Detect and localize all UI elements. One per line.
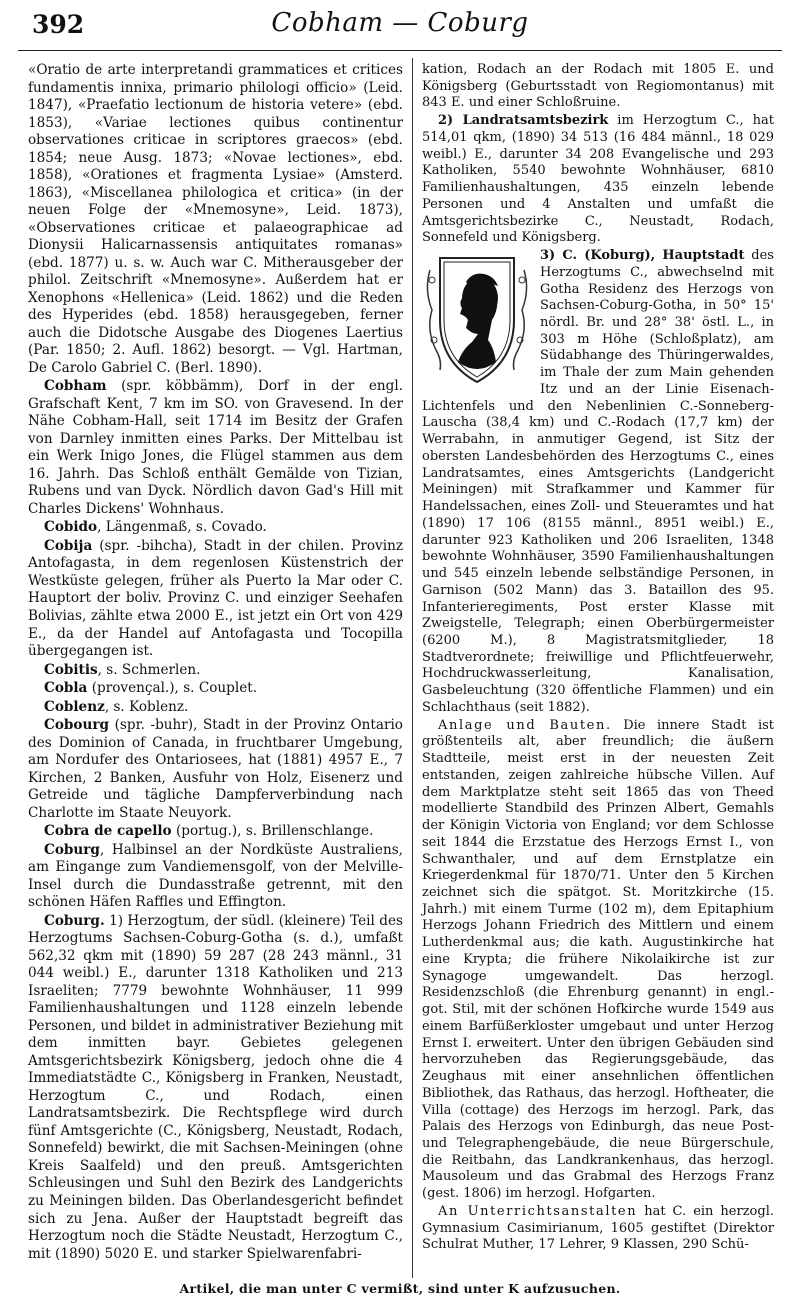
entry-cobitis: Cobitis, s. Schmerlen. [44, 661, 201, 678]
entry-cobido: Cobido, Längenmaß, s. Covado. [44, 519, 267, 536]
entry-coblenz: Coblenz, s. Koblenz. [44, 698, 189, 715]
page-footer: Artikel, die man unter C vermißt, sind unter K aufzusuchen. [179, 1281, 621, 1296]
column-divider [412, 58, 413, 1278]
right-column [422, 62, 774, 1255]
entry-landratsamtsbezirk: 2) Landratsamtsbezirk im Herzogtum C., hat 514,01 qkm, (1890) 34 513 (16 484 männl., 18 029 weibl.) E., darunter 34 208 Evangelische und 293 Katholiken, 5540 bewohnte Wohnhäuser, 6810 Familienhaushaltungen, 435 einzeln lebende Personen und 4 Anstalten und umfaßt die Amtsgerichtsbezirke C., Neustadt, Rodach, Sonnefeld und Königsberg. [422, 113, 775, 246]
entry-cobham: Cobham (spr. köbbämm), Dorf in der engl. Grafschaft Kent, 7 km im SO. von Gravesend. In der Nähe Cobham-Hall, seit 1714 im Besitz der Grafen von Darnley inmitten eines Parks. Der Mittelbau ist ein Werk Inigo Jones, die Flügel stammen aus dem 16. Jahrh. Das Schloß enthält Gemälde von Tizian, Rubens und van Dyck. Nördlich davon Gad's Hill mit Charles Dickens' Wohnhaus. [28, 378, 403, 517]
entry-coburg-city: 3) C. (Koburg), Hauptstadt des Herzogtums C., abwechselnd mit Gotha Residenz des Herzogs von Sachsen-Coburg-Gotha, in 50° 15' nördl. Br. und 28° 38' östl. L., in 303 m Höhe (Schloßplatz), am Südabhange des Thüringerwaldes, im Thale der zum Main gehenden Itz und an der Linie Eisenach-Lichtenfels und den Nebenlinien C.-Sonneberg-Lauscha (38,4 km) und C.-Rodach (17,7 km) der Werrabahn, in anmutiger Gegend, ist Sitz der obersten Landesbehörden des Herzogtums C., eines Landratsamtes, eines Amtsgerichts (Landgericht Meiningen) mit Strafkammer und Kammer für Handelssachen, eines Zoll- und Steueramtes und hat (1890) 17 106 (8155 männl., 8951 weibl.) E., darunter 923 Katholiken und 206 Israeliten, 1348 bewohnte Wohnhäuser, 3590 Familienhaushaltungen und 545 einzeln lebende selbständige Personen, in Garnison (502 Mann) das 3. Bataillon des 95. Infanterieregiments, Post erster Klasse mit Zweigstelle, Telegraph; einen Oberbürgermeister (6200 M.), 8 Magistratsmitglieder, 18 Stadtverordnete; freiwillige und Pflichtfeuerwehr, Hochdruckwasserleitung, Kanalisation, Gasbeleuchtung (320 öffentliche Flammen) und ein Schlachthaus (seit 1882). [422, 248, 774, 715]
entry-continuation: kation, Rodach an der Rodach mit 1805 E. und Königsberg (Geburtsstadt von Regiomontanus) mit 843 E. und einer Schloßruine. [422, 62, 774, 111]
entry-cobra-de-capello: Cobra de capello (portug.), s. Brillenschlange. [44, 823, 374, 840]
running-title: Cobham — Coburg [271, 8, 529, 38]
entry-cobija: Cobija (spr. -bihcha), Stadt in der chilen. Provinz Antofagasta, in dem regenlosen Küstenstrich der Westküste gelegen, früher als Puerto la Mar oder C. Hauptort der boliv. Provinz C. und einziger Seehafen Bolivias, zählte etwa 2000 E., ist jetzt ein Ort von 429 E., da der Handel auf Antofagasta und Tocopilla übergegangen ist. [28, 537, 403, 660]
page-number: 392 [32, 10, 85, 39]
entry-cobourg: Cobourg (spr. -buhr), Stadt in der Provinz Ontario des Dominion of Canada, in fruchtbarer Umgebung, am Nordufer des Ontariosees, hat (1881) 4957 E., 7 Kirchen, 2 Banken, Ausfuhr von Holz, Eisenerz und Getreide und tägliche Dampferverbindung nach Charlotte im Staate Neuyork. [28, 717, 403, 821]
entry-cobla: Cobla (provençal.), s. Couplet. [44, 680, 258, 697]
page-header [22, 6, 778, 52]
entry-anlage-und-bauten: Anlage und Bauten. Die innere Stadt ist größtenteils alt, aber freundlich; die äußern Stadtteile, meist erst in der neuesten Zeit entstanden, zeigen zahlreiche hübsche Villen. Auf dem Marktplatze steht seit 1865 das von Theed modellierte Standbild des Prinzen Albert, Gemahls der Königin Victoria von England; vor dem Schlosse seit 1844 die Erzstatue des Herzogs Ernst I., von Schwanthaler, und auf dem Ernstplatze ein Kriegerdenkmal für 1870/71. Unter den 5 Kirchen zeichnet sich die spätgot. St. Moritzkirche (15. Jahrh.) mit einem Turme (102 m), dem Epitaphium Herzogs Johann Friedrich des Mittlern und einem Lutherdenkmal aus; die kath. Augustinkirche hat eine Krypta; die frühere Nikolaikirche ist zur Synagoge umgewandelt. Das herzogl. Residenzschloß (die Ehrenburg genannt) in engl.-got. Stil, mit der schönen Hofkirche wurde 1549 aus einem Barfüßerkloster umgebaut und unter Herzog Ernst I. erweitert. Unter den übrigen Gebäuden sind hervorzuheben das Regierungsgebäude, das Zeughaus mit einer ansehnlichen öffentlichen Bibliothek, das Rathaus, das herzogl. Hoftheater, die Villa (cottage) des Herzogs im herzogl. Park, das Palais des Herzogs von Edinburgh, das neue Post- und Telegraphengebäude, die neue Bürgerschule, die Reitbahn, das Landkrankenhaus, das herzogl. Mausoleum und das Grabmal des Herzogs Franz (gest. 1806) im herzogl. Hofgarten. [422, 717, 774, 1202]
entry-unterrichtsanstalten: An Unterrichtsanstalten hat C. ein herzogl. Gymnasium Casimirianum, 1605 gestiftet (Direktor Schulrat Muther, 17 Lehrer, 9 Klassen, 290 Schü- [422, 1203, 774, 1253]
entry-coburg-peninsula: Coburg, Halbinsel an der Nordküste Australiens, am Eingange zum Vandiemensgolf, von der Melville-Insel durch die Dundasstraße getrennt, mit den schönen Häfen Raffles und Effington. [28, 841, 403, 911]
header-rule [18, 50, 782, 51]
entry-coburg-duchy: Coburg. 1) Herzogtum, der südl. (kleinere) Teil des Herzogtums Sachsen-Coburg-Gotha (s. d.), umfaßt 562,32 qkm mit (1890) 59 287 (28 243 männl., 31 044 weibl.) E., darunter 1318 Katholiken und 213 Israeliten; 7779 bewohnte Wohnhäuser, 11 999 Familienhaushaltungen und 1128 einzeln lebende Personen, und bildet in administrativer Beziehung mit dem inmitten bayr. Gebietes gelegenen Amtsgerichtsbezirk Königsberg, jedoch ohne die 4 Immediatstädte C., Königsberg in Franken, Neustadt, Herzogtum C., und Rodach, einen Landratsamtsbezirk. Die Rechtspflege wird durch fünf Amtsgerichte (C., Königsberg, Neustadt, Rodach, Sonnefeld) bewirkt, die mit Sachsen-Meiningen (ohne Kreis Saalfeld) und den preuß. Amtsgerichten Schleusingen und Suhl den Bezirk des Landgerichts zu Meiningen bilden. Das Oberlandesgericht befindet sich zu Jena. Außer der Hauptstadt begreift das Herzogtum noch die Städte Neustadt, Herzogtum C., mit (1890) 5020 E. und starker Spielwarenfabri- [28, 912, 403, 1262]
entry-paragraph: «Oratio de arte interpretandi grammatices et critices fundamentis innixa, primario philologi officio» (Leid. 1847), «Praefatio lectionum de historia vetere» (ebd. 1853), «Variae lectiones quibus continentur observationes criticae in scriptores graecos» (ebd. 1854; neue Ausg. 1873; «Novae lectiones», ebd. 1858), «Orationes et fragmenta Lysiae» (Amsterd. 1863), «Miscellanea philologica et critica» (in der neuen Folge der «Mnemosyne», Leid. 1873), «Observationes criticae et palaeographicae ad Dionysii Halicarnassensis antiquitates romanas» (ebd. 1877) u. s. w. Auch war C. Mitherausgeber der philol. Zeitschrift «Mnemosyne». Außerdem hat er Xenophons «Hellenica» (Leid. 1862) und die Reden des Hyperides (ebd. 1858) herausgegeben, ferner auch die Didotsche Ausgabe des Diogenes Laertius (Par. 1850; 2. Aufl. 1862) besorgt. — Vgl. Hartman, De Carolo Gabriel C. (Berl. 1890). [28, 62, 403, 376]
left-column [28, 62, 403, 1264]
coat-of-arms-icon [422, 250, 532, 388]
